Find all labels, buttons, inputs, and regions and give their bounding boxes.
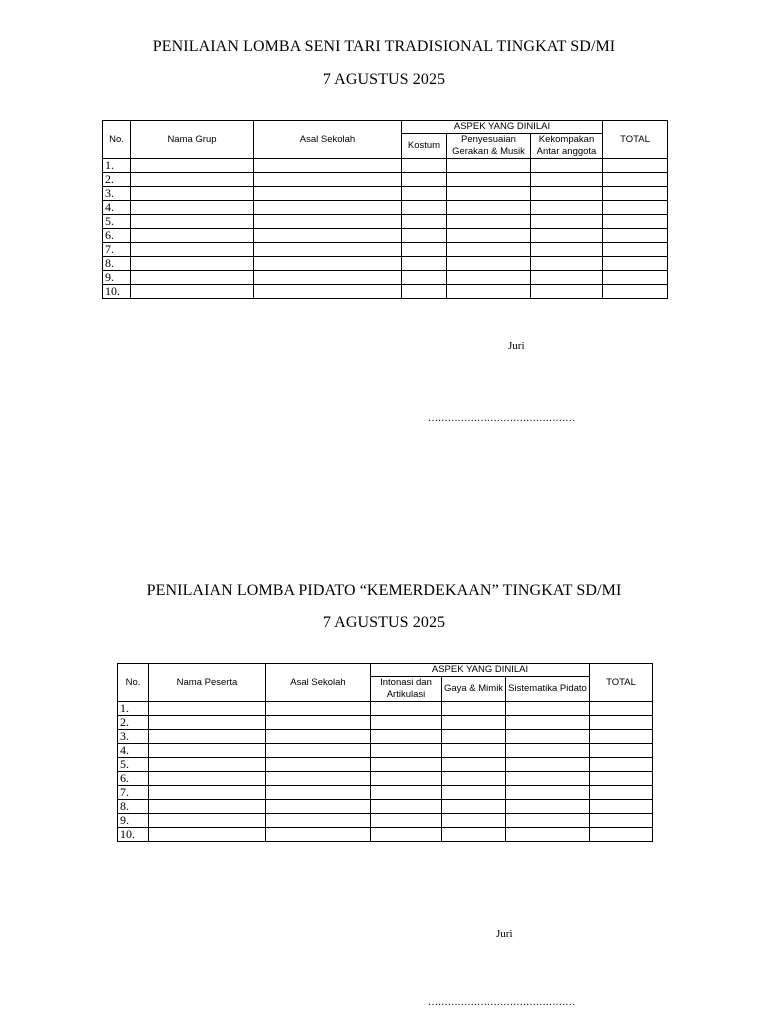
row-number: 5. <box>118 758 149 772</box>
aspect-1-cell[interactable] <box>371 814 442 828</box>
aspect-2-cell[interactable] <box>442 744 506 758</box>
form2-score-table <box>117 663 653 842</box>
name-cell[interactable] <box>149 772 266 786</box>
aspect-1-cell[interactable] <box>371 800 442 814</box>
row-number: 6. <box>103 229 131 243</box>
col-header-aspect-2: Penyesuaian Gerakan & Musik <box>447 134 531 159</box>
aspect-1-cell[interactable] <box>371 702 442 716</box>
aspect-2-cell[interactable] <box>442 758 506 772</box>
name-cell[interactable] <box>149 828 266 842</box>
school-cell[interactable] <box>254 173 402 187</box>
name-cell[interactable] <box>149 800 266 814</box>
table-row <box>103 173 668 187</box>
table-row <box>103 243 668 257</box>
col-header-name: Nama Grup <box>131 121 254 159</box>
table-row <box>103 159 668 173</box>
school-cell[interactable] <box>266 828 371 842</box>
name-cell[interactable] <box>149 744 266 758</box>
name-cell[interactable] <box>131 173 254 187</box>
col-header-no: No. <box>103 121 131 159</box>
col-header-aspect-1: Intonasi dan Artikulasi <box>371 677 442 702</box>
total-cell[interactable] <box>590 814 653 828</box>
form2-signature-line: ……………………………………… <box>428 997 576 1008</box>
name-cell[interactable] <box>131 229 254 243</box>
total-cell[interactable] <box>603 187 668 201</box>
aspect-1-cell[interactable] <box>402 187 447 201</box>
name-cell[interactable] <box>149 730 266 744</box>
row-number: 2. <box>103 173 131 187</box>
row-number: 9. <box>118 814 149 828</box>
name-cell[interactable] <box>131 257 254 271</box>
name-cell[interactable] <box>149 758 266 772</box>
aspect-2-cell[interactable] <box>447 173 531 187</box>
name-cell[interactable] <box>149 786 266 800</box>
name-cell[interactable] <box>131 271 254 285</box>
aspect-3-cell[interactable] <box>531 201 603 215</box>
row-number: 3. <box>118 730 149 744</box>
aspect-1-cell[interactable] <box>402 173 447 187</box>
table-row <box>118 800 653 814</box>
school-cell[interactable] <box>254 215 402 229</box>
aspect-3-cell[interactable] <box>506 702 590 716</box>
aspect-1-cell[interactable] <box>402 243 447 257</box>
col-header-total: TOTAL <box>590 664 653 702</box>
school-cell[interactable] <box>266 702 371 716</box>
form2-juri-label: Juri <box>496 928 513 940</box>
aspect-3-cell[interactable] <box>506 800 590 814</box>
aspect-3-cell[interactable] <box>531 215 603 229</box>
table-row <box>118 814 653 828</box>
aspect-3-cell[interactable] <box>506 814 590 828</box>
form1-title: PENILAIAN LOMBA SENI TARI TRADISIONAL TINGKAT SD/MI <box>152 38 616 55</box>
total-cell[interactable] <box>590 758 653 772</box>
total-cell[interactable] <box>603 159 668 173</box>
name-cell[interactable] <box>131 285 254 299</box>
aspect-1-cell[interactable] <box>371 744 442 758</box>
total-cell[interactable] <box>590 800 653 814</box>
col-header-aspect-3: Kekompakan Antar anggota <box>531 134 603 159</box>
total-cell[interactable] <box>603 173 668 187</box>
aspect-2-cell[interactable] <box>442 786 506 800</box>
table-row <box>103 229 668 243</box>
school-cell[interactable] <box>254 201 402 215</box>
form1-score-table <box>102 120 668 299</box>
row-number: 1. <box>103 159 131 173</box>
total-cell[interactable] <box>603 271 668 285</box>
aspect-2-cell[interactable] <box>442 828 506 842</box>
name-cell[interactable] <box>149 702 266 716</box>
row-number: 7. <box>118 786 149 800</box>
aspect-1-cell[interactable] <box>402 201 447 215</box>
school-cell[interactable] <box>266 716 371 730</box>
table-row <box>103 285 668 299</box>
table-row <box>103 271 668 285</box>
total-cell[interactable] <box>590 730 653 744</box>
table-row <box>103 187 668 201</box>
row-number: 3. <box>103 187 131 201</box>
total-cell[interactable] <box>603 229 668 243</box>
row-number: 10. <box>103 285 131 299</box>
name-cell[interactable] <box>149 814 266 828</box>
aspect-1-cell[interactable] <box>402 271 447 285</box>
aspect-2-cell[interactable] <box>447 215 531 229</box>
aspect-3-cell[interactable] <box>506 744 590 758</box>
aspect-1-cell[interactable] <box>402 229 447 243</box>
row-number: 7. <box>103 243 131 257</box>
row-number: 6. <box>118 772 149 786</box>
aspect-2-cell[interactable] <box>442 772 506 786</box>
aspect-3-cell[interactable] <box>531 271 603 285</box>
name-cell[interactable] <box>131 159 254 173</box>
col-header-aspect-group: ASPEK YANG DINILAI <box>371 664 590 677</box>
row-number: 5. <box>103 215 131 229</box>
aspect-2-cell[interactable] <box>447 187 531 201</box>
row-number: 8. <box>118 800 149 814</box>
row-number: 9. <box>103 271 131 285</box>
aspect-2-cell[interactable] <box>442 702 506 716</box>
form1-date: 7 AGUSTUS 2025 <box>322 71 446 88</box>
aspect-2-cell[interactable] <box>447 285 531 299</box>
table-row <box>103 215 668 229</box>
aspect-1-cell[interactable] <box>371 758 442 772</box>
aspect-1-cell[interactable] <box>402 285 447 299</box>
table-row <box>103 257 668 271</box>
school-cell[interactable] <box>254 257 402 271</box>
aspect-2-cell[interactable] <box>442 716 506 730</box>
table-row <box>118 828 653 842</box>
row-number: 10. <box>118 828 149 842</box>
total-cell[interactable] <box>590 828 653 842</box>
total-cell[interactable] <box>590 716 653 730</box>
form2-title: PENILAIAN LOMBA PIDATO “KEMERDEKAAN” TINGKAT SD/MI <box>146 582 622 599</box>
aspect-1-cell[interactable] <box>371 772 442 786</box>
total-cell[interactable] <box>590 702 653 716</box>
aspect-3-cell[interactable] <box>506 716 590 730</box>
row-number: 1. <box>118 702 149 716</box>
total-cell[interactable] <box>590 744 653 758</box>
aspect-3-cell[interactable] <box>531 243 603 257</box>
school-cell[interactable] <box>266 786 371 800</box>
name-cell[interactable] <box>131 187 254 201</box>
table-row <box>118 744 653 758</box>
school-cell[interactable] <box>266 730 371 744</box>
table-row <box>103 201 668 215</box>
school-cell[interactable] <box>254 243 402 257</box>
name-cell[interactable] <box>131 201 254 215</box>
school-cell[interactable] <box>254 271 402 285</box>
aspect-3-cell[interactable] <box>531 173 603 187</box>
form2-date: 7 AGUSTUS 2025 <box>322 614 446 631</box>
total-cell[interactable] <box>603 257 668 271</box>
aspect-2-cell[interactable] <box>442 814 506 828</box>
form1-signature-line: ……………………………………… <box>428 413 576 424</box>
col-header-name: Nama Peserta <box>149 664 266 702</box>
school-cell[interactable] <box>254 159 402 173</box>
school-cell[interactable] <box>266 814 371 828</box>
col-header-aspect-group: ASPEK YANG DINILAI <box>402 121 603 134</box>
total-cell[interactable] <box>603 215 668 229</box>
aspect-1-cell[interactable] <box>402 215 447 229</box>
col-header-total: TOTAL <box>603 121 668 159</box>
total-cell[interactable] <box>603 201 668 215</box>
school-cell[interactable] <box>266 758 371 772</box>
aspect-1-cell[interactable] <box>402 159 447 173</box>
aspect-3-cell[interactable] <box>531 257 603 271</box>
school-cell[interactable] <box>266 800 371 814</box>
name-cell[interactable] <box>149 716 266 730</box>
aspect-2-cell[interactable] <box>447 229 531 243</box>
row-number: 8. <box>103 257 131 271</box>
aspect-2-cell[interactable] <box>447 243 531 257</box>
aspect-2-cell[interactable] <box>447 257 531 271</box>
aspect-3-cell[interactable] <box>506 730 590 744</box>
total-cell[interactable] <box>590 772 653 786</box>
school-cell[interactable] <box>254 285 402 299</box>
row-number: 4. <box>118 744 149 758</box>
aspect-3-cell[interactable] <box>506 828 590 842</box>
aspect-1-cell[interactable] <box>371 786 442 800</box>
table-row <box>118 702 653 716</box>
school-cell[interactable] <box>254 187 402 201</box>
aspect-1-cell[interactable] <box>371 828 442 842</box>
aspect-2-cell[interactable] <box>442 800 506 814</box>
table-row <box>118 716 653 730</box>
aspect-3-cell[interactable] <box>531 229 603 243</box>
aspect-3-cell[interactable] <box>506 786 590 800</box>
col-header-school: Asal Sekolah <box>266 664 371 702</box>
col-header-no: No. <box>118 664 149 702</box>
aspect-2-cell[interactable] <box>447 159 531 173</box>
aspect-2-cell[interactable] <box>447 201 531 215</box>
total-cell[interactable] <box>590 786 653 800</box>
table-row <box>118 786 653 800</box>
row-number: 4. <box>103 201 131 215</box>
total-cell[interactable] <box>603 243 668 257</box>
name-cell[interactable] <box>131 215 254 229</box>
table-row <box>118 730 653 744</box>
col-header-aspect-2: Gaya & Mimik <box>442 677 506 702</box>
col-header-aspect-1: Kostum <box>402 134 447 159</box>
table-row <box>118 758 653 772</box>
aspect-2-cell[interactable] <box>442 730 506 744</box>
school-cell[interactable] <box>266 772 371 786</box>
aspect-2-cell[interactable] <box>447 271 531 285</box>
aspect-1-cell[interactable] <box>402 257 447 271</box>
aspect-1-cell[interactable] <box>371 716 442 730</box>
aspect-3-cell[interactable] <box>531 187 603 201</box>
aspect-3-cell[interactable] <box>506 772 590 786</box>
row-number: 2. <box>118 716 149 730</box>
aspect-1-cell[interactable] <box>371 730 442 744</box>
aspect-3-cell[interactable] <box>531 285 603 299</box>
col-header-aspect-3: Sistematika Pidato <box>506 677 590 702</box>
total-cell[interactable] <box>603 285 668 299</box>
school-cell[interactable] <box>254 229 402 243</box>
col-header-school: Asal Sekolah <box>254 121 402 159</box>
aspect-3-cell[interactable] <box>531 159 603 173</box>
school-cell[interactable] <box>266 744 371 758</box>
form1-juri-label: Juri <box>508 340 525 352</box>
table-row <box>118 772 653 786</box>
name-cell[interactable] <box>131 243 254 257</box>
aspect-3-cell[interactable] <box>506 758 590 772</box>
